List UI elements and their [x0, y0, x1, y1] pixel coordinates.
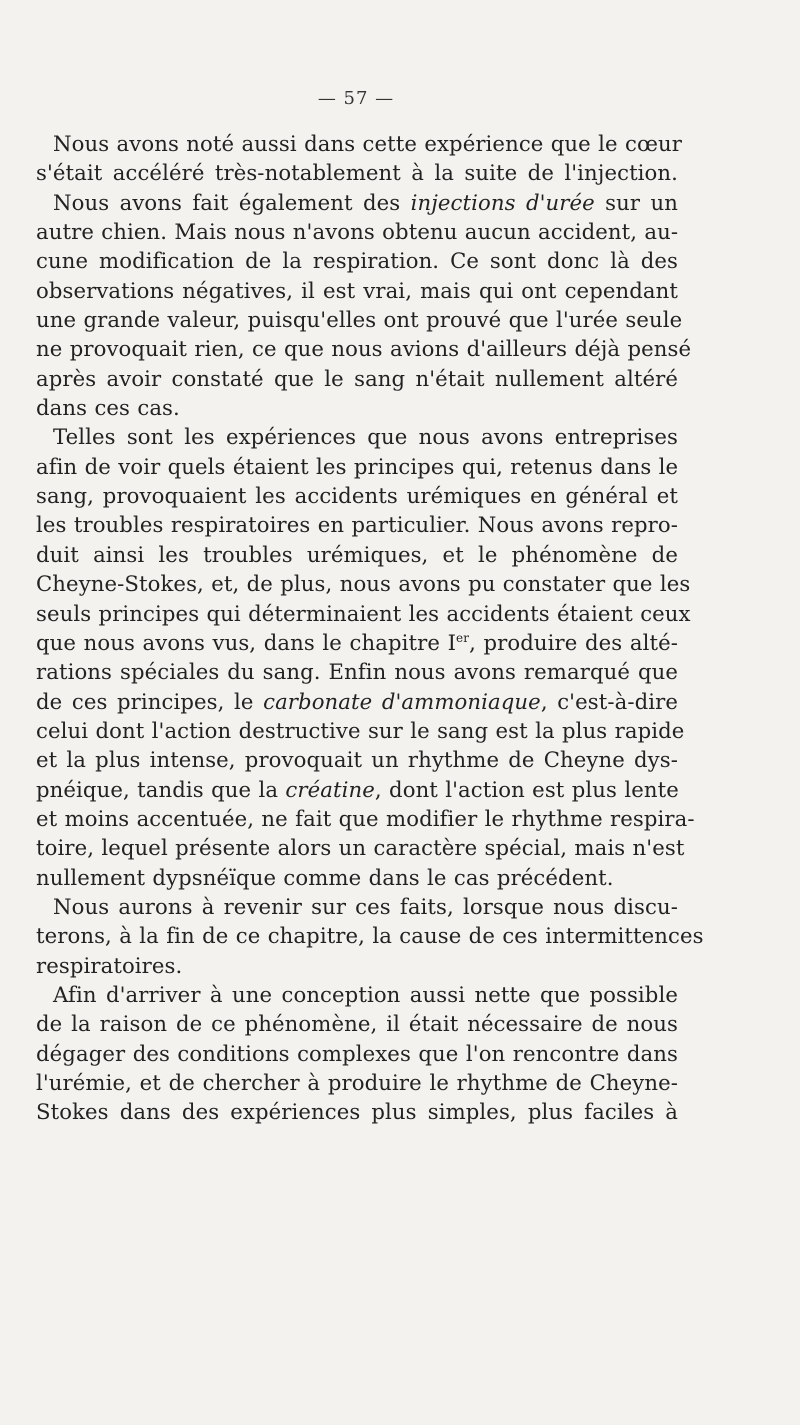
text-line: et la plus intense, provoquait un rhythme de Cheyne dys-	[36, 747, 678, 773]
text-segment: pnéique, tandis que la	[36, 776, 279, 802]
text-segment: Nous avons fait également des	[53, 189, 401, 215]
text-line: toire, lequel présente alors un caractère spécial, mais n'est	[36, 835, 685, 861]
superscript: er	[456, 630, 470, 645]
text-segment: , c'est-à-dire	[540, 688, 678, 714]
italic-term: injections d'urée	[410, 189, 595, 215]
text-line: cune modification de la respiration. Ce sont donc là des	[36, 248, 678, 274]
text-line: autre chien. Mais nous n'avons obtenu aucun accident, au-	[36, 219, 679, 245]
text-line: après avoir constaté que le sang n'était nullement altéré	[36, 365, 678, 391]
text-line: de la raison de ce phénomène, il était nécessaire de nous	[36, 1011, 678, 1037]
text-line: Nous aurons à revenir sur ces faits, lorsque nous discu-	[53, 893, 678, 919]
text-line: observations négatives, il est vrai, mais qui ont cependant	[36, 277, 678, 303]
text-line	[36, 628, 678, 657]
text-line: Cheyne-Stokes, et, de plus, nous avons pu constater que les	[36, 571, 691, 597]
text-segment: sur un	[605, 189, 678, 215]
text-line: seuls principes qui déterminaient les accidents étaient ceux	[36, 600, 691, 626]
text-segment: , dont l'action est plus lente	[374, 776, 679, 802]
text-line: les troubles respiratoires en particulier. Nous avons repro-	[36, 512, 678, 538]
text-segment: de ces principes, le	[36, 688, 254, 714]
text-line: Telles sont les expériences que nous avons entreprises	[53, 424, 678, 450]
text-line	[36, 188, 678, 217]
text-line	[36, 687, 678, 716]
text-line: et moins accentuée, ne fait que modifier le rhythme respira-	[36, 805, 695, 831]
text-line	[36, 775, 678, 804]
text-line: dégager des conditions complexes que l'on rencontre dans	[36, 1040, 678, 1066]
italic-term: carbonate d'ammoniaque	[263, 688, 541, 714]
text-line: Stokes dans des expériences plus simples, plus faciles à	[36, 1099, 678, 1125]
text-line: ne provoquait rien, ce que nous avions d'ailleurs déjà pensé	[36, 336, 692, 362]
text-line: rations spéciales du sang. Enfin nous avons remarqué que	[36, 659, 678, 685]
text-line: l'urémie, et de chercher à produire le rhythme de Cheyne-	[36, 1070, 678, 1095]
text-line: nullement dypsnéïque comme dans le cas précédent.	[36, 864, 614, 890]
text-line: sang, provoquaient les accidents urémiques en général et	[36, 483, 678, 509]
body-text	[36, 129, 704, 1127]
text-line: une grande valeur, puisqu'elles ont prouvé que l'urée seule	[36, 307, 683, 333]
text-segment: , produire des alté-	[469, 629, 678, 655]
text-line: Afin d'arriver à une conception aussi nette que possible	[53, 981, 678, 1007]
text-line: duit ainsi les troubles urémiques, et le phénomène de	[36, 541, 678, 567]
page-number: — 57 —	[317, 88, 395, 109]
italic-term: créatine	[285, 776, 375, 802]
text-line: dans ces cas.	[36, 395, 180, 421]
text-line: Nous avons noté aussi dans cette expérience que le cœur	[53, 131, 682, 156]
text-line: respiratoires.	[36, 952, 183, 978]
text-line: celui dont l'action destructive sur le sang est la plus rapide	[36, 717, 685, 743]
text-line: s'était accéléré très-notablement à la suite de l'injection.	[36, 160, 678, 186]
text-segment: que nous avons vus, dans le chapitre I	[36, 629, 457, 655]
text-line: terons, à la fin de ce chapitre, la cause de ces intermittences	[36, 923, 704, 949]
text-line: afin de voir quels étaient les principes qui, retenus dans le	[36, 453, 679, 479]
